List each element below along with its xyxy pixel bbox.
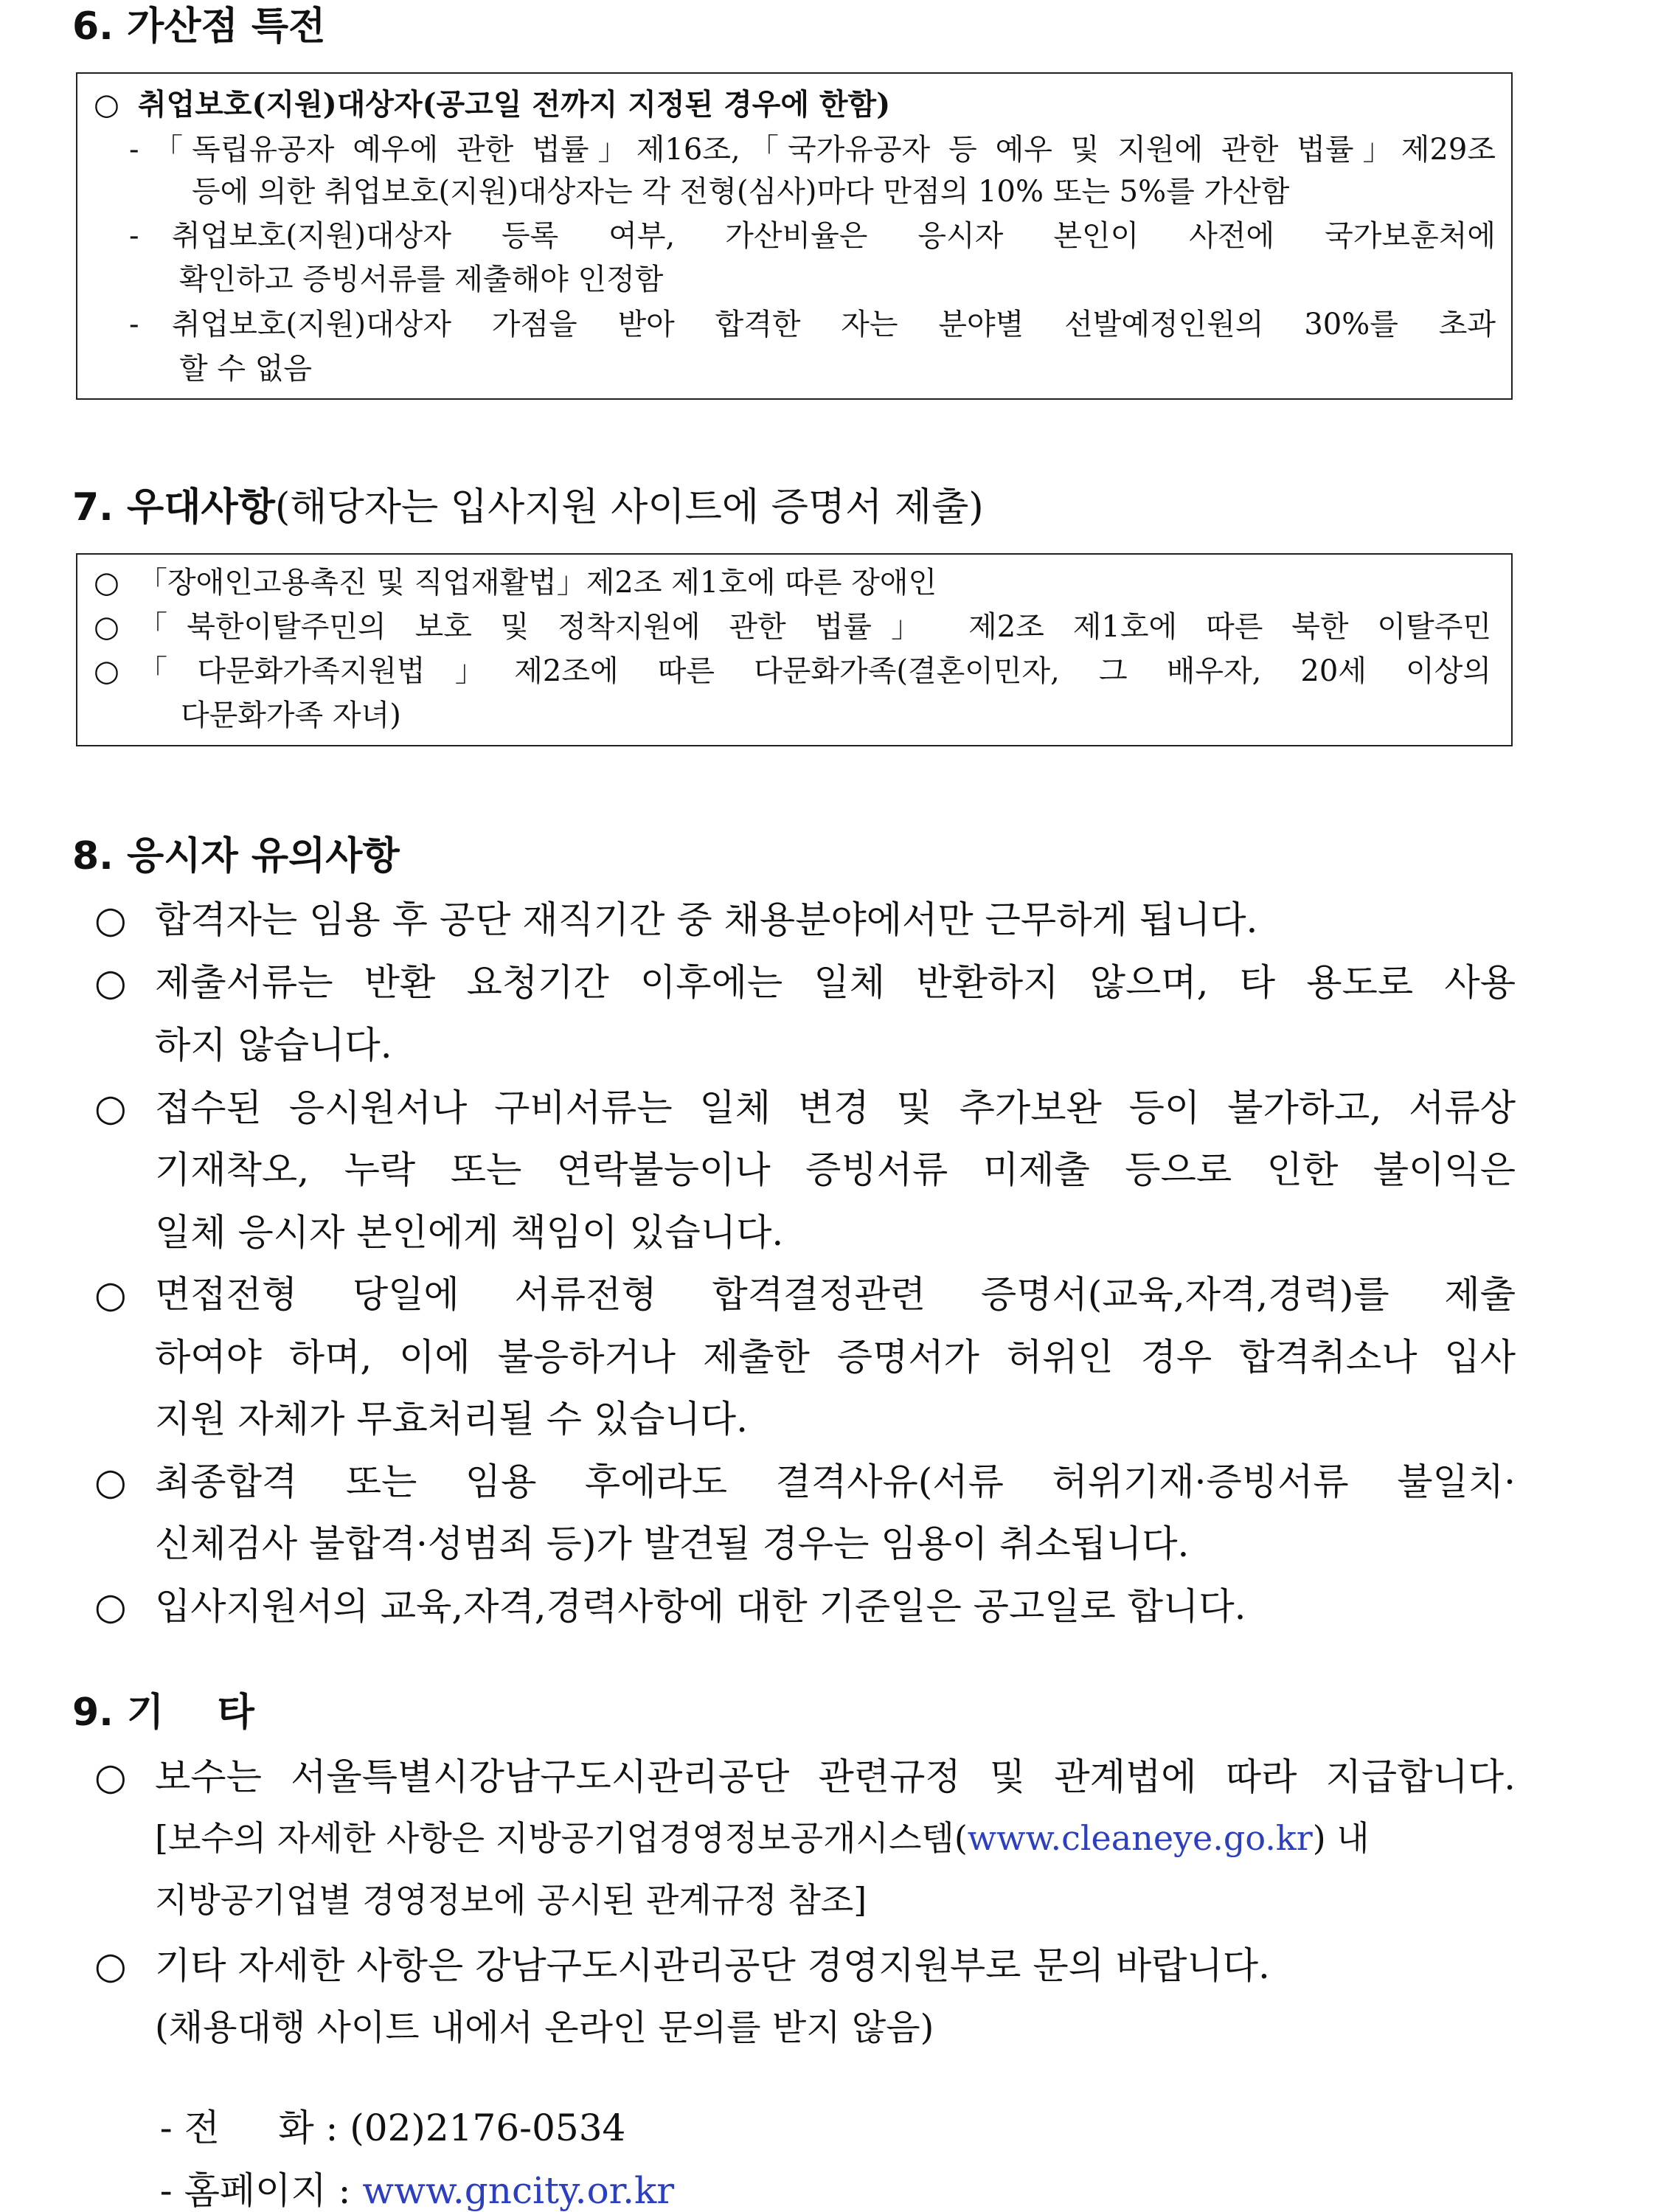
notice-3-line-2: 기재착오, 누락 또는 연락불능이나 증빙서류 미제출 등으로 인한 불이익은 [155, 1148, 1516, 1191]
homepage-label: - 홈페이지 : [159, 2169, 363, 2212]
circle-bullet: ○ [94, 566, 119, 600]
etc-1: 보수는 서울특별시강남구도시관리공단 관련규정 및 관계법에 따라 지급합니다. [155, 1755, 1516, 1798]
homepage-link[interactable]: www.gncity.or.kr [362, 2169, 675, 2212]
etc-1-note-line-2: 지방공기업별 경영정보에 공시된 관계규정 참조] [155, 1880, 867, 1920]
notice-5-line-1: 최종합격 또는 임용 후에라도 결격사유(서류 허위기재·증빙서류 불일치· [155, 1460, 1516, 1503]
etc-1-note-post: ) 내 [1312, 1818, 1370, 1858]
circle-bullet: ○ [94, 654, 119, 688]
circle-bullet: ○ [94, 961, 127, 1004]
phone-label: - 전 화 : [159, 2107, 350, 2149]
dash-bullet: - [129, 133, 139, 167]
bonus-item-3-line-1: 취업보호(지원)대상자 가점을 받아 합격한 자는 분야별 선발예정인원의 30%를 초과 [172, 308, 1496, 341]
notice-2-line-2: 하지 않습니다. [155, 1024, 392, 1067]
notice-6: 입사지원서의 교육,자격,경력사항에 대한 기준일은 공고일로 합니다. [155, 1585, 1246, 1628]
preference-item-2: 「북한이탈주민의 보호 및 정착지원에 관한 법률」 제2조 제1호에 따른 북한 이탈주민 [138, 610, 1491, 644]
section-7-subtitle: (해당자는 입사지원 사이트에 증명서 제출) [274, 485, 984, 530]
section-9-title: 9. 기 타 [72, 1691, 254, 1735]
circle-bullet: ○ [94, 1944, 127, 1987]
bonus-item-2-line-2: 확인하고 증빙서류를 제출해야 인정함 [179, 263, 664, 297]
etc-1-note-pre: [보수의 자세한 사항은 지방공기업경영정보공개시스템( [155, 1818, 968, 1858]
circle-bullet: ○ [94, 1460, 127, 1503]
notice-4-line-1: 면접전형 당일에 서류전형 합격결정관련 증명서(교육,자격,경력)를 제출 [155, 1273, 1516, 1316]
notice-5-line-2: 신체검사 불합격·성범죄 등)가 발견될 경우는 임용이 취소됩니다. [155, 1522, 1190, 1565]
etc-1-note-line-1 [155, 1818, 1370, 1858]
notice-3-line-1: 접수된 응시원서나 구비서류는 일체 변경 및 추가보완 등이 불가하고, 서류상 [155, 1086, 1516, 1129]
circle-bullet: ○ [94, 88, 119, 122]
preference-item-3-line-2: 다문화가족 자녀) [181, 698, 401, 732]
dash-bullet: - [129, 219, 139, 253]
section-7-title [72, 485, 984, 530]
circle-bullet: ○ [94, 1585, 127, 1628]
bonus-box-header: 취업보호(지원)대상자(공고일 전까지 지정된 경우에 한함) [138, 87, 891, 122]
circle-bullet: ○ [94, 1755, 127, 1798]
section-8-title: 8. 응시자 유의사항 [72, 834, 400, 878]
notice-1: 합격자는 임용 후 공단 재직기간 중 채용분야에서만 근무하게 됩니다. [155, 898, 1258, 941]
etc-2: 기타 자세한 사항은 강남구도시관리공단 경영지원부로 문의 바랍니다. [155, 1944, 1270, 1987]
bonus-item-2-line-1: 취업보호(지원)대상자 등록 여부, 가산비율은 응시자 본인이 사전에 국가보훈처에 [172, 219, 1496, 253]
etc-2-note: (채용대행 사이트 내에서 온라인 문의를 받지 않음) [155, 2007, 934, 2048]
preference-box [76, 553, 1513, 746]
notice-4-line-3: 지원 자체가 무효처리될 수 있습니다. [155, 1398, 748, 1440]
preference-item-1: 「장애인고용촉진 및 직업재활법」제2조 제1호에 따른 장애인 [138, 566, 937, 600]
circle-bullet: ○ [94, 898, 127, 941]
bonus-points-box [76, 72, 1513, 400]
section-6-title: 6. 가산점 특전 [72, 4, 326, 49]
bonus-item-1-line-1: 「독립유공자 예우에 관한 법률」제16조,「국가유공자 등 예우 및 지원에 관한 법률」제29조 [153, 133, 1496, 167]
bonus-item-1-line-2: 등에 의한 취업보호(지원)대상자는 각 전형(심사)마다 만점의 10% 또는 5%를 가산함 [192, 175, 1290, 209]
notice-3-line-3: 일체 응시자 본인에게 책임이 있습니다. [155, 1211, 784, 1254]
preference-item-3-line-1: 「다문화가족지원법」제2조에 따른 다문화가족(결혼이민자, 그 배우자, 20세 이상의 [138, 654, 1491, 688]
phone-number: (02)2176-0534 [350, 2107, 626, 2149]
bonus-item-3-line-2: 할 수 없음 [179, 352, 312, 386]
circle-bullet: ○ [94, 1273, 127, 1316]
homepage-line [136, 2135, 675, 2212]
notice-2-line-1: 제출서류는 반환 요청기간 이후에는 일체 반환하지 않으며, 타 용도로 사용 [155, 961, 1516, 1004]
circle-bullet: ○ [94, 610, 119, 644]
circle-bullet: ○ [94, 1086, 127, 1129]
dash-bullet: - [129, 308, 139, 341]
notice-4-line-2: 하여야 하며, 이에 불응하거나 제출한 증명서가 허위인 경우 합격취소나 입사 [155, 1336, 1516, 1379]
section-7-title-main: 7. 우대사항 [72, 485, 275, 530]
cleaneye-link[interactable]: www.cleaneye.go.kr [967, 1818, 1313, 1858]
